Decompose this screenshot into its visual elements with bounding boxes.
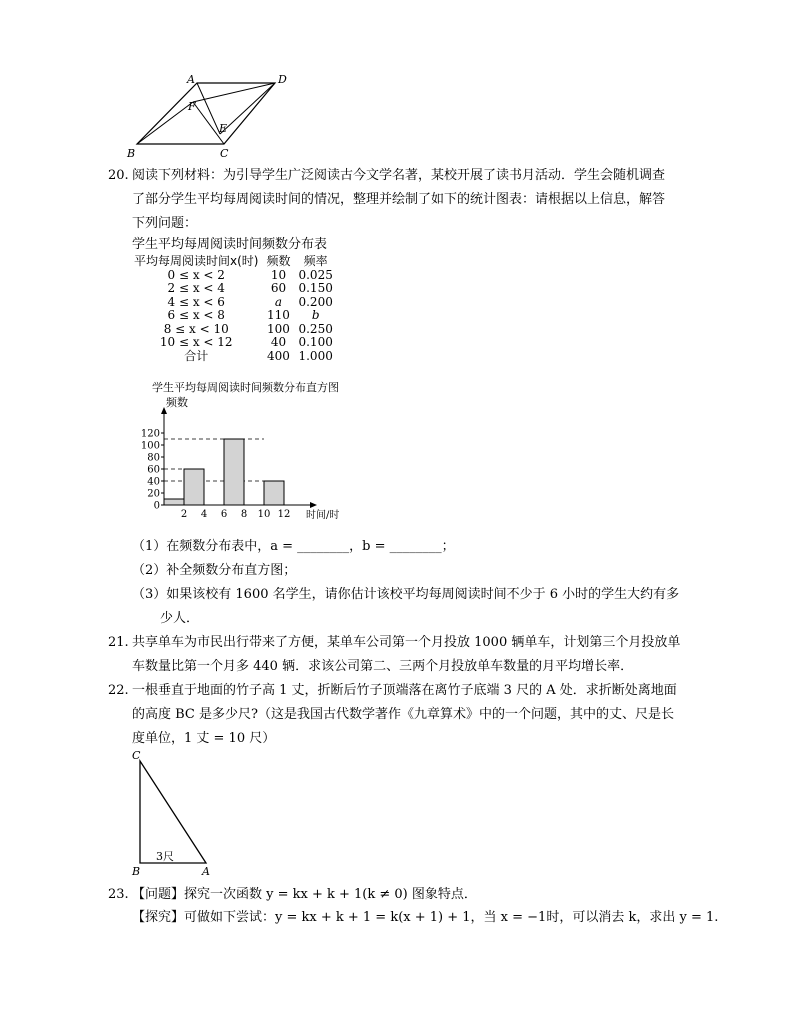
x-tick-label: 12: [277, 509, 291, 520]
cell-interval: 2 ≤ x < 4: [167, 281, 225, 295]
table-row: [130, 282, 337, 296]
cell-count: 40: [270, 335, 287, 349]
segment-bf: [137, 102, 193, 144]
quadrilateral-figure: [125, 70, 300, 162]
frequency-histogram: [130, 378, 370, 528]
x-tick-label: 10: [257, 509, 271, 520]
q22-line-3: 度单位，1 丈 = 10 尺）: [132, 731, 276, 746]
histogram-bar: [164, 499, 184, 505]
cell-rate: 0.025: [298, 267, 333, 282]
table-row: [130, 296, 337, 310]
q20-line-2: 了部分学生平均每周阅读时间的情况，整理并绘制了如下的统计图表：请根据以上信息，解答: [132, 192, 666, 207]
label-e: E: [219, 122, 228, 135]
label-c: C: [132, 749, 141, 762]
header-rate: 频率: [303, 254, 328, 268]
q20-line-1: 阅读下列材料：为引导学生广泛阅读古今文学名著，某校开展了读书月活动．学生会随机调查: [132, 168, 666, 183]
cell-rate: 0.100: [298, 335, 333, 349]
parallelogram-abcd: [137, 83, 275, 144]
y-tick-label: 0: [153, 500, 160, 512]
q23-line-2: 【探究】可做如下尝试：y = kx + k + 1 = k(x + 1) + 1，当 x = −1时，可以消去 k，求出 y = 1.: [132, 910, 719, 925]
table-total-row: [130, 350, 337, 364]
cell-total-count: 400: [267, 348, 290, 363]
cell-rate: b: [311, 308, 320, 322]
q23-number: 23.: [108, 887, 129, 902]
y-tick-label: 120: [140, 428, 160, 440]
q20-sub3-line-1: （3）如果该校有 1600 名学生，请你估计该校平均每周阅读时间不少于 6 小时的学生大约有多: [132, 587, 680, 602]
q20-line-3: 下列问题：: [132, 216, 198, 231]
y-tick-label: 100: [140, 440, 160, 452]
x-tick-label: 6: [220, 509, 228, 520]
segment-ed: [220, 83, 275, 134]
x-tick-label: 2: [180, 509, 188, 520]
label-a: A: [202, 865, 210, 877]
q22-number: 22.: [108, 683, 129, 698]
q21-line-2: 车数量比第一个月多 440 辆．求该公司第二、三两个月投放单车数量的月平均增长率．: [132, 659, 634, 674]
cell-interval: 6 ≤ x < 8: [167, 308, 225, 322]
histogram-bar: [264, 481, 284, 505]
q21-number: 21.: [108, 635, 129, 650]
q20-sub3-line-2: 少人．: [160, 611, 200, 626]
table-row: [130, 269, 337, 283]
cell-count: 10: [270, 267, 287, 282]
cell-rate: 0.250: [298, 321, 333, 336]
label-a: A: [187, 73, 195, 86]
cell-count: 110: [267, 308, 290, 322]
y-tick-label: 60: [147, 464, 160, 476]
y-axis-label: 频数: [166, 396, 188, 409]
y-tick-label: 20: [147, 488, 160, 500]
table-row: [130, 323, 337, 337]
table-row: [130, 336, 337, 350]
q22-line-1: 一根垂直于地面的竹子高 1 丈，折断后竹子顶端落在离竹子底端 3 尺的 A 处．求折断处离地面: [132, 683, 677, 698]
x-tick-label: 4: [200, 509, 208, 520]
header-time: 平均每周阅读时间x(时): [134, 254, 259, 268]
x-axis-label: 时间/时: [306, 510, 340, 521]
q20-number: 20.: [108, 168, 129, 183]
cell-total-label: 合计: [184, 348, 209, 363]
right-triangle-abc: [140, 761, 206, 863]
label-d: D: [278, 73, 287, 86]
chart-title: 学生平均每周阅读时间频数分布直方图: [152, 381, 339, 394]
y-tick-label: 80: [147, 452, 160, 464]
table-title: 学生平均每周阅读时间频数分布表: [132, 237, 328, 252]
x-tick-label: 8: [240, 509, 248, 520]
q23-line-1: 【问题】探究一次函数 y = kx + k + 1(k ≠ 0) 图象特点．: [132, 887, 477, 902]
label-c: C: [220, 147, 229, 160]
table-header-row: [130, 255, 337, 269]
cell-rate: 0.200: [298, 294, 333, 309]
histogram-bar: [224, 439, 244, 505]
q22-line-2: 的高度 BC 是多少尺?（这是我国古代数学著作《九章算术》中的一个问题，其中的丈、尺是长: [132, 707, 674, 722]
cell-rate: 0.150: [298, 281, 333, 295]
q21-line-1: 共享单车为市民出行带来了方便，某单车公司第一个月投放 1000 辆单车，计划第三个月投放单: [132, 635, 681, 650]
x-axis-arrow: [310, 502, 317, 508]
y-tick-label: 40: [147, 476, 160, 488]
base-length-label: 3尺: [156, 850, 174, 863]
triangle-figure: [128, 747, 223, 877]
q20-sub2: （2）补全频数分布直方图；: [132, 563, 297, 578]
label-b: B: [132, 865, 141, 877]
label-f: F: [188, 100, 196, 113]
cell-interval: 10 ≤ x < 12: [159, 335, 233, 349]
frequency-table: [130, 255, 337, 363]
table-row: [130, 309, 337, 323]
q20-sub1: （1）在频数分布表中，a = ________，b = ________；: [132, 539, 455, 554]
label-b: B: [127, 147, 136, 160]
cell-total-rate: 1.000: [298, 348, 333, 363]
header-count: 频数: [266, 254, 291, 268]
cell-count: a: [274, 294, 283, 309]
cell-count: 100: [267, 321, 290, 336]
segment-ae: [197, 83, 220, 134]
cell-count: 60: [270, 281, 287, 295]
histogram-bar: [184, 469, 204, 505]
cell-interval: 4 ≤ x < 6: [167, 294, 225, 309]
cell-interval: 0 ≤ x < 2: [167, 267, 225, 282]
segment-fd: [193, 83, 275, 102]
cell-interval: 8 ≤ x < 10: [163, 321, 229, 336]
